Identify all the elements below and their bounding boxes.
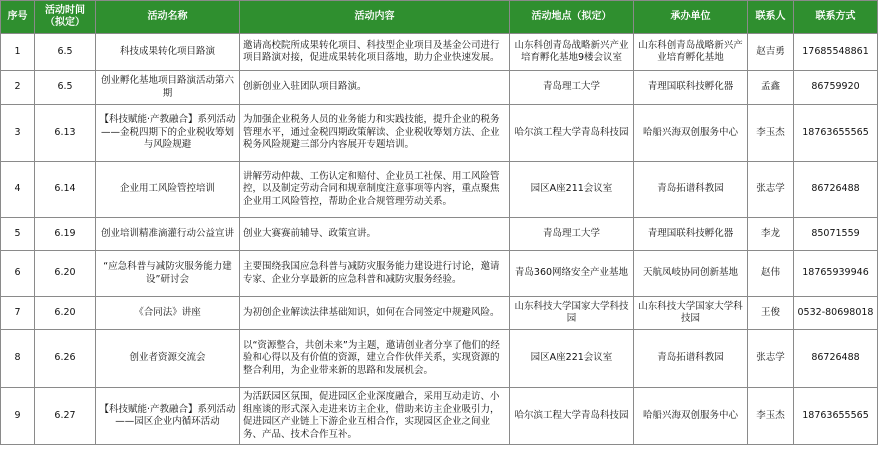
cell-seq: 8: [1, 330, 35, 388]
header-phone: 联系方式: [794, 1, 878, 34]
cell-contact: 张志学: [748, 162, 794, 218]
cell-content: 创新创业入驻团队项目路演。: [240, 71, 510, 105]
cell-org: 青理国联科技孵化器: [634, 71, 748, 105]
header-content: 活动内容: [240, 1, 510, 34]
cell-place: 山东科技大学国家大学科技园: [510, 297, 634, 330]
table-row: [1, 388, 878, 445]
cell-contact: 赵伟: [748, 251, 794, 297]
cell-org: 青岛拓谱科教园: [634, 330, 748, 388]
cell-contact: 李玉杰: [748, 105, 794, 162]
cell-place: 园区A座221会议室: [510, 330, 634, 388]
cell-phone: 17685548861: [794, 34, 878, 71]
cell-phone: 0532-80698018: [794, 297, 878, 330]
cell-time: 6.20: [35, 297, 96, 330]
cell-seq: 9: [1, 388, 35, 445]
cell-content: 邀请高校院所成果转化项目、科技型企业项目及基金公司进行项目路演对接，促进成果转化项目落地，助力企业快速发展。: [240, 34, 510, 71]
cell-name: 《合同法》讲座: [96, 297, 240, 330]
cell-contact: 李玉杰: [748, 388, 794, 445]
cell-content: 以“资源整合，共创未来”为主题，邀请创业者分享了他们的经验和心得以及有价值的资源，建立合作伙伴关系，实现资源的整合利用，为企业带来新的思路和发展机会。: [240, 330, 510, 388]
cell-name: 创业培训精准滴灌行动公益宣讲: [96, 218, 240, 251]
header-seq: 序号: [1, 1, 35, 34]
cell-name: 创业者资源交流会: [96, 330, 240, 388]
cell-phone: 85071559: [794, 218, 878, 251]
header-row: [1, 1, 878, 34]
header-place: 活动地点（拟定）: [510, 1, 634, 34]
header-time: 活动时间（拟定）: [35, 1, 96, 34]
cell-time: 6.19: [35, 218, 96, 251]
table-row: [1, 34, 878, 71]
table-row: [1, 71, 878, 105]
cell-time: 6.26: [35, 330, 96, 388]
cell-phone: 86726488: [794, 330, 878, 388]
table-row: [1, 330, 878, 388]
cell-org: 山东科技大学国家大学科技园: [634, 297, 748, 330]
cell-org: 山东科创青岛战略新兴产业培育孵化基地: [634, 34, 748, 71]
cell-org: 青岛拓谱科教园: [634, 162, 748, 218]
cell-place: 园区A座211会议室: [510, 162, 634, 218]
table-row: [1, 162, 878, 218]
cell-place: 哈尔滨工程大学青岛科技园: [510, 105, 634, 162]
cell-org: 青理国联科技孵化器: [634, 218, 748, 251]
cell-time: 6.14: [35, 162, 96, 218]
cell-content: 讲解劳动仲裁、工伤认定和赔付、企业员工社保、用工风险管控，以及制定劳动合同和规章制度注意事项等内容，重点聚焦企业用工风险管控，帮助企业合规管理劳动关系。: [240, 162, 510, 218]
cell-phone: 18763655565: [794, 388, 878, 445]
cell-place: 青岛360网络安全产业基地: [510, 251, 634, 297]
cell-content: 为初创企业解读法律基础知识，如何在合同签定中规避风险。: [240, 297, 510, 330]
cell-phone: 18763655565: [794, 105, 878, 162]
cell-seq: 5: [1, 218, 35, 251]
cell-place: 山东科创青岛战略新兴产业培育孵化基地9楼会议室: [510, 34, 634, 71]
table-row: [1, 297, 878, 330]
cell-seq: 6: [1, 251, 35, 297]
cell-org: 哈船兴海双创服务中心: [634, 388, 748, 445]
cell-contact: 赵吉勇: [748, 34, 794, 71]
cell-name: 企业用工风险管控培训: [96, 162, 240, 218]
cell-contact: 李龙: [748, 218, 794, 251]
cell-org: 哈船兴海双创服务中心: [634, 105, 748, 162]
cell-phone: 86759920: [794, 71, 878, 105]
cell-seq: 2: [1, 71, 35, 105]
cell-seq: 3: [1, 105, 35, 162]
cell-seq: 4: [1, 162, 35, 218]
cell-content: 为活跃园区氛围，促进园区企业深度融合，采用互动走访、小组座谈的形式深入走进来访主企业，借助来访主企业吸引力，促进园区产业链上下游企业互相合作，实现园区企业之间业务、产品、技术合作互补。: [240, 388, 510, 445]
cell-place: 哈尔滨工程大学青岛科技园: [510, 388, 634, 445]
cell-contact: 王俊: [748, 297, 794, 330]
cell-contact: 张志学: [748, 330, 794, 388]
cell-content: 为加强企业税务人员的业务能力和实践技能，提升企业的税务管理水平，通过金税四期政策解读、企业税收筹划方法、企业税务风险规避三部分内容展开专题培训。: [240, 105, 510, 162]
table-row: [1, 251, 878, 297]
cell-name: 【科技赋能·产教融合】系列活动——金税四期下的企业税收筹划与风险规避: [96, 105, 240, 162]
cell-org: 天航凤岐协同创新基地: [634, 251, 748, 297]
cell-time: 6.13: [35, 105, 96, 162]
cell-name: 创业孵化基地项目路演活动第六期: [96, 71, 240, 105]
header-contact: 联系人: [748, 1, 794, 34]
cell-phone: 18765939946: [794, 251, 878, 297]
cell-place: 青岛理工大学: [510, 218, 634, 251]
cell-name: 【科技赋能·产教融合】系列活动——园区企业内循环活动: [96, 388, 240, 445]
cell-name: 科技成果转化项目路演: [96, 34, 240, 71]
cell-place: 青岛理工大学: [510, 71, 634, 105]
table-row: [1, 218, 878, 251]
cell-phone: 86726488: [794, 162, 878, 218]
table-row: [1, 105, 878, 162]
cell-contact: 孟鑫: [748, 71, 794, 105]
cell-content: 创业大赛赛前辅导、政策宣讲。: [240, 218, 510, 251]
header-org: 承办单位: [634, 1, 748, 34]
cell-name: “应急科普与减防灾服务能力建设”研讨会: [96, 251, 240, 297]
cell-seq: 7: [1, 297, 35, 330]
header-name: 活动名称: [96, 1, 240, 34]
cell-content: 主要围绕我国应急科普与减防灾服务能力建设进行讨论，邀请专家、企业分享最新的应急科普和减防灾服务经验。: [240, 251, 510, 297]
cell-seq: 1: [1, 34, 35, 71]
cell-time: 6.20: [35, 251, 96, 297]
cell-time: 6.5: [35, 34, 96, 71]
cell-time: 6.27: [35, 388, 96, 445]
cell-time: 6.5: [35, 71, 96, 105]
